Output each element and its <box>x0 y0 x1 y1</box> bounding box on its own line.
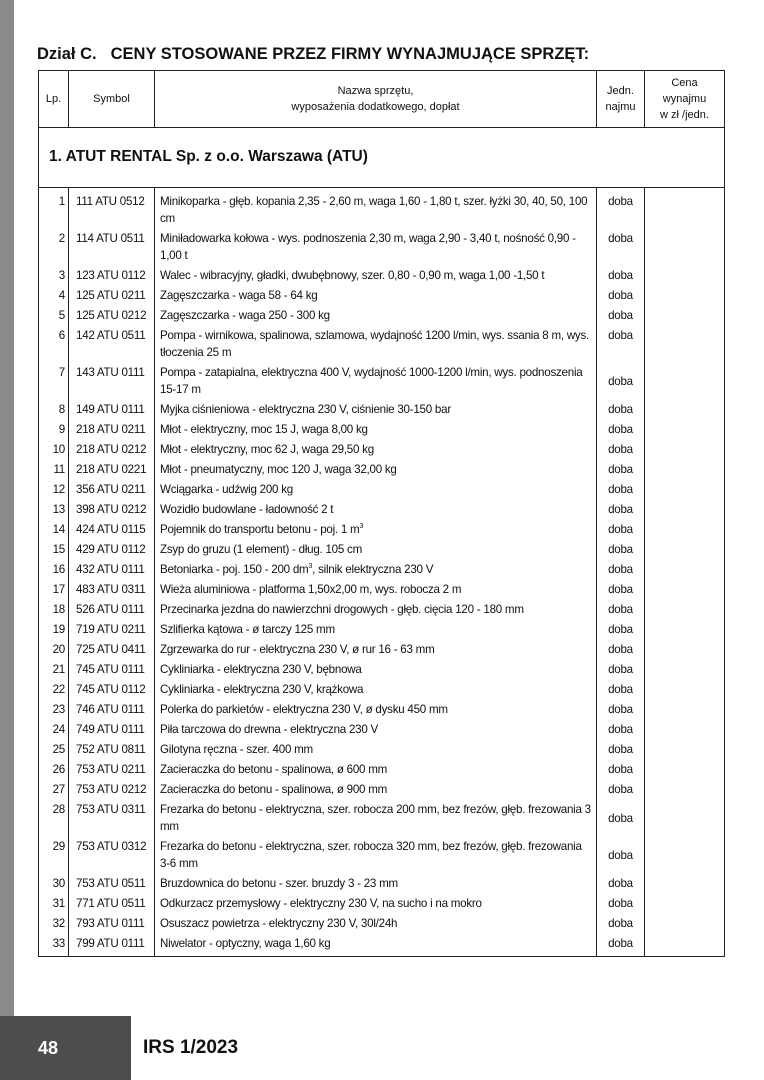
row-price <box>645 362 724 399</box>
row-unit: doba <box>597 913 645 933</box>
table-row <box>39 933 724 956</box>
table-row <box>39 459 724 479</box>
row-price <box>645 499 724 519</box>
row-lp: 23 <box>39 699 69 719</box>
row-unit: doba <box>597 739 645 759</box>
row-symbol: 114 ATU 0511 <box>69 228 155 265</box>
table-row <box>39 873 724 893</box>
row-lp: 15 <box>39 539 69 559</box>
table-row <box>39 228 724 265</box>
header-lp: Lp. <box>39 71 69 127</box>
row-unit: doba <box>597 362 645 399</box>
issue-label: IRS 1/2023 <box>143 1037 239 1058</box>
row-lp: 13 <box>39 499 69 519</box>
table-body <box>39 188 724 956</box>
table-row <box>39 559 724 579</box>
row-unit: doba <box>597 659 645 679</box>
row-name: Pompa - zatapialna, elektryczna 400 V, wydajność 1000-1200 l/min, wys. podnoszenia 15-17 m <box>155 362 597 399</box>
row-price <box>645 913 724 933</box>
row-lp: 26 <box>39 759 69 779</box>
row-symbol: 753 ATU 0312 <box>69 836 155 873</box>
row-price <box>645 419 724 439</box>
firm-heading-row <box>39 128 724 188</box>
row-name: Pojemnik do transportu betonu - poj. 1 $m^3$ <box>155 519 597 539</box>
row-lp: 32 <box>39 913 69 933</box>
row-symbol: 424 ATU 0115 <box>69 519 155 539</box>
row-price <box>645 759 724 779</box>
row-lp: 31 <box>39 893 69 913</box>
row-price <box>645 719 724 739</box>
row-lp: 6 <box>39 325 69 362</box>
row-price <box>645 479 724 499</box>
row-symbol: 745 ATU 0112 <box>69 679 155 699</box>
table-row <box>39 699 724 719</box>
row-symbol: 752 ATU 0811 <box>69 739 155 759</box>
row-price <box>645 659 724 679</box>
row-unit: doba <box>597 419 645 439</box>
row-unit: doba <box>597 559 645 579</box>
table-row <box>39 759 724 779</box>
row-lp: 21 <box>39 659 69 679</box>
price-table <box>38 70 725 957</box>
table-row <box>39 439 724 459</box>
row-price <box>645 779 724 799</box>
row-name: Zagęszczarka - waga 250 - 300 kg <box>155 305 597 325</box>
row-lp: 1 <box>39 188 69 228</box>
row-unit: doba <box>597 639 645 659</box>
row-unit: doba <box>597 873 645 893</box>
row-unit: doba <box>597 933 645 956</box>
section-title <box>37 45 589 64</box>
row-price <box>645 933 724 956</box>
table-row <box>39 188 724 228</box>
row-name: Pompa - wirnikowa, spalinowa, szlamowa, wydajność 1200 l/min, wys. ssania 8 m, wys. tłoczenia 25 m <box>155 325 597 362</box>
table-row <box>39 519 724 539</box>
side-bar-stripe <box>0 0 14 1016</box>
row-name: Osuszacz powietrza - elektryczny 230 V, 30l/24h <box>155 913 597 933</box>
row-name: Myjka ciśnieniowa - elektryczna 230 V, ciśnienie 30-150 bar <box>155 399 597 419</box>
table-row <box>39 659 724 679</box>
row-symbol: 432 ATU 0111 <box>69 559 155 579</box>
row-unit: doba <box>597 836 645 873</box>
row-lp: 11 <box>39 459 69 479</box>
row-price <box>645 228 724 265</box>
row-name: Niwelator - optyczny, waga 1,60 kg <box>155 933 597 956</box>
row-price <box>645 285 724 305</box>
row-symbol: 356 ATU 0211 <box>69 479 155 499</box>
row-lp: 3 <box>39 265 69 285</box>
row-symbol: 753 ATU 0511 <box>69 873 155 893</box>
row-lp: 16 <box>39 559 69 579</box>
row-symbol: 142 ATU 0511 <box>69 325 155 362</box>
row-price <box>645 599 724 619</box>
row-unit: doba <box>597 759 645 779</box>
row-lp: 22 <box>39 679 69 699</box>
row-lp: 18 <box>39 599 69 619</box>
row-symbol: 143 ATU 0111 <box>69 362 155 399</box>
row-unit: doba <box>597 599 645 619</box>
row-name: Walec - wibracyjny, gładki, dwubębnowy, szer. 0,80 - 0,90 m, waga 1,00 -1,50 t <box>155 265 597 285</box>
row-symbol: 218 ATU 0221 <box>69 459 155 479</box>
table-row <box>39 639 724 659</box>
row-name: Młot - elektryczny, moc 62 J, waga 29,50 kg <box>155 439 597 459</box>
table-row <box>39 739 724 759</box>
row-price <box>645 459 724 479</box>
row-symbol: 218 ATU 0211 <box>69 419 155 439</box>
table-row <box>39 479 724 499</box>
row-name: Odkurzacz przemysłowy - elektryczny 230 V, na sucho i na mokro <box>155 893 597 913</box>
row-price <box>645 265 724 285</box>
row-unit: doba <box>597 893 645 913</box>
row-unit: doba <box>597 228 645 265</box>
row-price <box>645 539 724 559</box>
table-row <box>39 619 724 639</box>
table-row <box>39 719 724 739</box>
table-row <box>39 325 724 362</box>
row-name: Gilotyna ręczna - szer. 400 mm <box>155 739 597 759</box>
page-number: 48 <box>37 1038 59 1058</box>
row-lp: 7 <box>39 362 69 399</box>
row-name: Frezarka do betonu - elektryczna, szer. robocza 200 mm, bez frezów, głęb. frezowania 3 mm <box>155 799 597 836</box>
row-symbol: 218 ATU 0212 <box>69 439 155 459</box>
row-price <box>645 699 724 719</box>
row-lp: 33 <box>39 933 69 956</box>
firm-name: 1. ATUT RENTAL Sp. z o.o. Warszawa (ATU) <box>49 148 368 165</box>
row-symbol: 745 ATU 0111 <box>69 659 155 679</box>
row-symbol: 753 ATU 0211 <box>69 759 155 779</box>
table-row <box>39 836 724 873</box>
row-name: Cykliniarka - elektryczna 230 V, krążkowa <box>155 679 597 699</box>
row-price <box>645 799 724 836</box>
row-name: Cykliniarka - elektryczna 230 V, bębnowa <box>155 659 597 679</box>
row-unit: doba <box>597 519 645 539</box>
row-unit: doba <box>597 265 645 285</box>
row-name: Piła tarczowa do drewna - elektryczna 230 V <box>155 719 597 739</box>
row-lp: 17 <box>39 579 69 599</box>
table-row <box>39 893 724 913</box>
table-row <box>39 265 724 285</box>
row-unit: doba <box>597 285 645 305</box>
row-lp: 10 <box>39 439 69 459</box>
table-row <box>39 599 724 619</box>
row-price <box>645 559 724 579</box>
row-unit: doba <box>597 799 645 836</box>
table-row <box>39 305 724 325</box>
table-row <box>39 419 724 439</box>
row-price <box>645 579 724 599</box>
row-symbol: 746 ATU 0111 <box>69 699 155 719</box>
row-symbol: 483 ATU 0311 <box>69 579 155 599</box>
row-name: Młot - pneumatyczny, moc 120 J, waga 32,00 kg <box>155 459 597 479</box>
table-row <box>39 779 724 799</box>
row-unit: doba <box>597 188 645 228</box>
table-row <box>39 285 724 305</box>
row-name: Wozidło budowlane - ładowność 2 t <box>155 499 597 519</box>
table-row <box>39 799 724 836</box>
row-symbol: 799 ATU 0111 <box>69 933 155 956</box>
row-lp: 9 <box>39 419 69 439</box>
row-name: Bruzdownica do betonu - szer. bruzdy 3 - 23 mm <box>155 873 597 893</box>
row-name: Zgrzewarka do rur - elektryczna 230 V, ø rur 16 - 63 mm <box>155 639 597 659</box>
row-price <box>645 836 724 873</box>
row-symbol: 125 ATU 0211 <box>69 285 155 305</box>
row-name: Szlifierka kątowa - ø tarczy 125 mm <box>155 619 597 639</box>
header-name: Nazwa sprzętu, wyposażenia dodatkowego, dopłat <box>155 71 597 127</box>
row-unit: doba <box>597 619 645 639</box>
row-symbol: 111 ATU 0512 <box>69 188 155 228</box>
row-unit: doba <box>597 325 645 362</box>
row-unit: doba <box>597 699 645 719</box>
table-row <box>39 362 724 399</box>
row-price <box>645 893 724 913</box>
row-lp: 25 <box>39 739 69 759</box>
row-price <box>645 873 724 893</box>
row-price <box>645 639 724 659</box>
row-name: Miniładowarka kołowa - wys. podnoszenia 2,30 m, waga 2,90 - 3,40 t, nośność 0,90 - 1,00 t <box>155 228 597 265</box>
section-heading: CENY STOSOWANE PRZEZ FIRMY WYNAJMUJĄCE SPRZĘT: <box>110 45 590 63</box>
table-row <box>39 399 724 419</box>
row-name: Zacieraczka do betonu - spalinowa, ø 900 mm <box>155 779 597 799</box>
row-symbol: 725 ATU 0411 <box>69 639 155 659</box>
row-lp: 30 <box>39 873 69 893</box>
row-unit: doba <box>597 459 645 479</box>
row-symbol: 398 ATU 0212 <box>69 499 155 519</box>
table-header <box>39 71 724 128</box>
row-price <box>645 519 724 539</box>
row-price <box>645 188 724 228</box>
section-label: Dział C. <box>37 45 97 63</box>
row-price <box>645 305 724 325</box>
row-lp: 28 <box>39 799 69 836</box>
row-symbol: 771 ATU 0511 <box>69 893 155 913</box>
row-unit: doba <box>597 719 645 739</box>
table-row <box>39 539 724 559</box>
header-price: Cena wynajmu w zł /jedn. <box>660 77 709 121</box>
row-price <box>645 325 724 362</box>
row-price <box>645 739 724 759</box>
row-price <box>645 679 724 699</box>
row-symbol: 793 ATU 0111 <box>69 913 155 933</box>
row-symbol: 526 ATU 0111 <box>69 599 155 619</box>
row-name: Zagęszczarka - waga 58 - 64 kg <box>155 285 597 305</box>
row-name: Młot - elektryczny, moc 15 J, waga 8,00 kg <box>155 419 597 439</box>
row-lp: 19 <box>39 619 69 639</box>
row-symbol: 749 ATU 0111 <box>69 719 155 739</box>
table-row <box>39 579 724 599</box>
row-lp: 20 <box>39 639 69 659</box>
row-lp: 27 <box>39 779 69 799</box>
row-unit: doba <box>597 539 645 559</box>
row-lp: 2 <box>39 228 69 265</box>
row-symbol: 123 ATU 0112 <box>69 265 155 285</box>
row-lp: 24 <box>39 719 69 739</box>
header-unit: Jedn. najmu <box>597 71 645 127</box>
row-name: Betoniarka - poj. 150 - 200 $dm^3$, silnik elektryczna 230 V <box>155 559 597 579</box>
table-row <box>39 499 724 519</box>
row-name: Minikoparka - głęb. kopania 2,35 - 2,60 m, waga 1,60 - 1,80 t, szer. łyżki 30, 40, 50, 100 cm <box>155 188 597 228</box>
row-symbol: 429 ATU 0112 <box>69 539 155 559</box>
row-symbol: 753 ATU 0212 <box>69 779 155 799</box>
row-name: Zsyp do gruzu (1 element) - dług. 105 cm <box>155 539 597 559</box>
row-name: Wciągarka - udźwig 200 kg <box>155 479 597 499</box>
row-price <box>645 619 724 639</box>
row-unit: doba <box>597 779 645 799</box>
row-lp: 14 <box>39 519 69 539</box>
row-price <box>645 439 724 459</box>
row-lp: 12 <box>39 479 69 499</box>
row-unit: doba <box>597 305 645 325</box>
row-unit: doba <box>597 499 645 519</box>
row-symbol: 719 ATU 0211 <box>69 619 155 639</box>
row-lp: 5 <box>39 305 69 325</box>
row-lp: 29 <box>39 836 69 873</box>
row-name: Wieża aluminiowa - platforma 1,50x2,00 m, wys. robocza 2 m <box>155 579 597 599</box>
table-row <box>39 913 724 933</box>
row-lp: 8 <box>39 399 69 419</box>
row-symbol: 125 ATU 0212 <box>69 305 155 325</box>
row-unit: doba <box>597 479 645 499</box>
row-lp: 4 <box>39 285 69 305</box>
row-name: Frezarka do betonu - elektryczna, szer. robocza 320 mm, bez frezów, głęb. frezowania 3-6 mm <box>155 836 597 873</box>
row-name: Polerka do parkietów - elektryczna 230 V, ø dysku 450 mm <box>155 699 597 719</box>
row-symbol: 753 ATU 0311 <box>69 799 155 836</box>
row-name: Przecinarka jezdna do nawierzchni drogowych - głęb. cięcia 120 - 180 mm <box>155 599 597 619</box>
header-symbol: Symbol <box>69 71 155 127</box>
table-row <box>39 679 724 699</box>
row-unit: doba <box>597 579 645 599</box>
row-unit: doba <box>597 439 645 459</box>
row-price <box>645 399 724 419</box>
row-unit: doba <box>597 399 645 419</box>
row-unit: doba <box>597 679 645 699</box>
row-name: Zacieraczka do betonu - spalinowa, ø 600 mm <box>155 759 597 779</box>
row-symbol: 149 ATU 0111 <box>69 399 155 419</box>
